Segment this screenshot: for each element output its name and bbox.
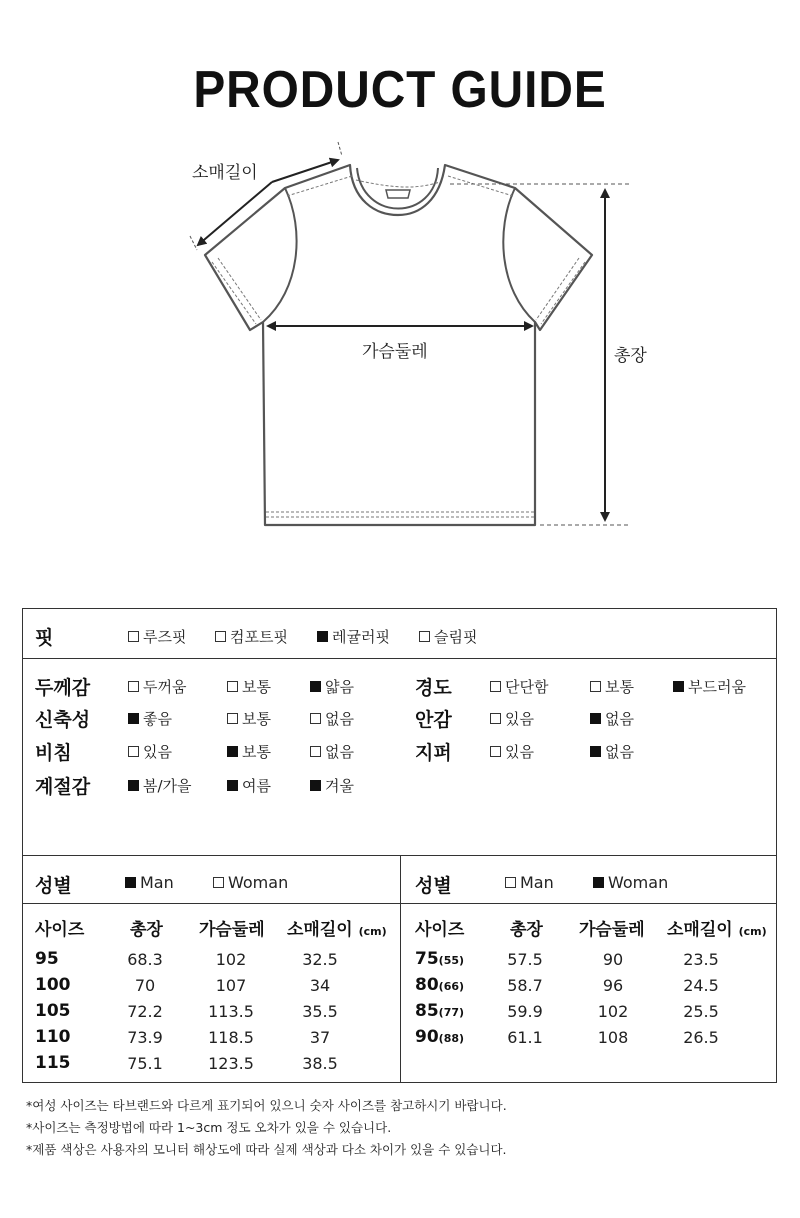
hardness-option: 단단함 — [490, 676, 548, 697]
men-unit: (cm) — [358, 925, 387, 938]
men-sleeve-cell: 37 — [309, 1028, 331, 1047]
men-length-cell: 75.1 — [127, 1054, 163, 1073]
checkbox-icon — [310, 713, 321, 724]
women-sleeve-cell: 24.5 — [683, 976, 719, 995]
women-size-cell: 85(77) — [415, 1001, 465, 1021]
checkbox-icon — [128, 681, 139, 692]
chest-label: 가슴둘레 — [362, 342, 428, 362]
note-item: *여성 사이즈는 타브랜드와 다르게 표기되어 있으니 숫자 사이즈를 참고하시기 바랍니다. — [26, 1098, 507, 1113]
women-header-length: 총장 — [510, 920, 543, 940]
men-chest-cell: 113.5 — [208, 1002, 254, 1021]
men-size-cell: 115 — [35, 1053, 71, 1073]
checkbox-icon — [310, 746, 321, 757]
note-item: *제품 색상은 사용자의 모니터 해상도에 따라 실제 색상과 다소 차이가 있을 수 있습니다. — [26, 1142, 507, 1157]
fit-label: 핏 — [35, 627, 54, 649]
men-length-cell: 73.9 — [127, 1028, 163, 1047]
checkbox-checked-icon — [227, 780, 238, 791]
women-header-size: 사이즈 — [415, 920, 465, 940]
women-chest-cell: 108 — [597, 1028, 629, 1047]
men-chest-cell: 102 — [215, 950, 247, 969]
men-header-sleeve: 소매길이 (cm) — [287, 920, 387, 940]
page-title: PRODUCT GUIDE — [193, 61, 607, 119]
checkbox-icon — [215, 631, 226, 642]
zipper-label: 지퍼 — [415, 742, 452, 764]
men-sleeve-cell: 35.5 — [302, 1002, 338, 1021]
stretch-label: 신축성 — [35, 709, 91, 731]
thickness-option: 보통 — [227, 676, 271, 697]
sheer-option: 없음 — [310, 741, 354, 762]
divider — [23, 658, 776, 659]
women-chest-cell: 90 — [602, 950, 624, 969]
checkbox-checked-icon — [317, 631, 328, 642]
checkbox-icon — [128, 631, 139, 642]
season-option: 겨울 — [310, 775, 354, 796]
checkbox-checked-icon — [310, 681, 321, 692]
checkbox-checked-icon — [128, 780, 139, 791]
men-size-cell: 110 — [35, 1027, 71, 1047]
sheer-option: 보통 — [227, 741, 271, 762]
women-length-cell: 59.9 — [507, 1002, 543, 1021]
thickness-label: 두께감 — [35, 677, 91, 699]
men-header-size: 사이즈 — [35, 920, 85, 940]
fit-option-comfort: 컴포트핏 — [215, 626, 288, 647]
women-gender-man: Man — [505, 873, 554, 892]
checkbox-icon — [419, 631, 430, 642]
men-sleeve-cell: 38.5 — [302, 1054, 338, 1073]
checkbox-checked-icon — [125, 877, 136, 888]
men-length-cell: 72.2 — [127, 1002, 163, 1021]
thickness-option: 두꺼움 — [128, 676, 186, 697]
hardness-option: 부드러움 — [673, 676, 746, 697]
season-option: 봄/가을 — [128, 775, 192, 796]
women-size-cell: 75(55) — [415, 949, 465, 969]
men-length-cell: 70 — [134, 976, 156, 995]
men-sleeve-cell: 32.5 — [302, 950, 338, 969]
stretch-option: 없음 — [310, 708, 354, 729]
season-option: 여름 — [227, 775, 271, 796]
checkbox-icon — [505, 877, 516, 888]
women-length-cell: 57.5 — [507, 950, 543, 969]
checkbox-icon — [490, 746, 501, 757]
stretch-option: 보통 — [227, 708, 271, 729]
men-chest-cell: 107 — [215, 976, 247, 995]
checkbox-checked-icon — [310, 780, 321, 791]
sleeve-length-label: 소매길이 — [192, 163, 258, 183]
checkbox-icon — [128, 746, 139, 757]
fit-option-slim: 슬림핏 — [419, 626, 477, 647]
women-size-cell: 90(88) — [415, 1027, 465, 1047]
lining-option: 있음 — [490, 708, 534, 729]
checkbox-checked-icon — [590, 746, 601, 757]
checkbox-icon — [490, 713, 501, 724]
women-header-chest: 가슴둘레 — [579, 920, 645, 940]
women-unit: (cm) — [738, 925, 767, 938]
women-header-sleeve: 소매길이 (cm) — [667, 920, 767, 940]
note-item: *사이즈는 측정방법에 따라 1~3cm 정도 오차가 있을 수 있습니다. — [26, 1120, 392, 1135]
men-length-cell: 68.3 — [127, 950, 163, 969]
hardness-label: 경도 — [415, 677, 452, 699]
checkbox-icon — [490, 681, 501, 692]
lining-option: 없음 — [590, 708, 634, 729]
women-size-cell: 80(66) — [415, 975, 465, 995]
hardness-option: 보통 — [590, 676, 634, 697]
season-label: 계절감 — [35, 776, 91, 798]
lining-label: 안감 — [415, 709, 452, 731]
tshirt-diagram — [0, 130, 800, 550]
checkbox-checked-icon — [128, 713, 139, 724]
men-chest-cell: 118.5 — [208, 1028, 254, 1047]
women-sleeve-cell: 26.5 — [683, 1028, 719, 1047]
women-gender-label: 성별 — [415, 875, 452, 897]
checkbox-icon — [227, 681, 238, 692]
men-gender-label: 성별 — [35, 875, 72, 897]
men-sleeve-cell: 34 — [309, 976, 331, 995]
women-sleeve-cell: 23.5 — [683, 950, 719, 969]
spec-table — [22, 608, 777, 1083]
zipper-option: 없음 — [590, 741, 634, 762]
checkbox-icon — [213, 877, 224, 888]
checkbox-checked-icon — [227, 746, 238, 757]
women-sleeve-cell: 25.5 — [683, 1002, 719, 1021]
sheer-option: 있음 — [128, 741, 172, 762]
men-header-chest: 가슴둘레 — [199, 920, 265, 940]
men-size-cell: 100 — [35, 975, 71, 995]
fit-option-loose: 루즈핏 — [128, 626, 186, 647]
women-length-cell: 61.1 — [507, 1028, 543, 1047]
total-length-label: 총장 — [614, 346, 647, 366]
men-header-length: 총장 — [130, 920, 163, 940]
men-size-cell: 95 — [35, 949, 59, 969]
sheer-label: 비침 — [35, 742, 72, 764]
women-gender-woman: Woman — [593, 873, 668, 892]
men-chest-cell: 123.5 — [208, 1054, 254, 1073]
men-gender-man: Man — [125, 873, 174, 892]
checkbox-checked-icon — [673, 681, 684, 692]
men-gender-woman: Woman — [213, 873, 288, 892]
stretch-option: 좋음 — [128, 708, 172, 729]
women-chest-cell: 96 — [602, 976, 624, 995]
women-chest-cell: 102 — [597, 1002, 629, 1021]
men-size-cell: 105 — [35, 1001, 71, 1021]
notes — [26, 1095, 786, 1161]
checkbox-checked-icon — [593, 877, 604, 888]
zipper-option: 있음 — [490, 741, 534, 762]
checkbox-checked-icon — [590, 713, 601, 724]
women-length-cell: 58.7 — [507, 976, 543, 995]
checkbox-icon — [227, 713, 238, 724]
thickness-option: 얇음 — [310, 676, 354, 697]
divider — [400, 855, 401, 1082]
checkbox-icon — [590, 681, 601, 692]
fit-option-regular: 레귤러핏 — [317, 626, 390, 647]
